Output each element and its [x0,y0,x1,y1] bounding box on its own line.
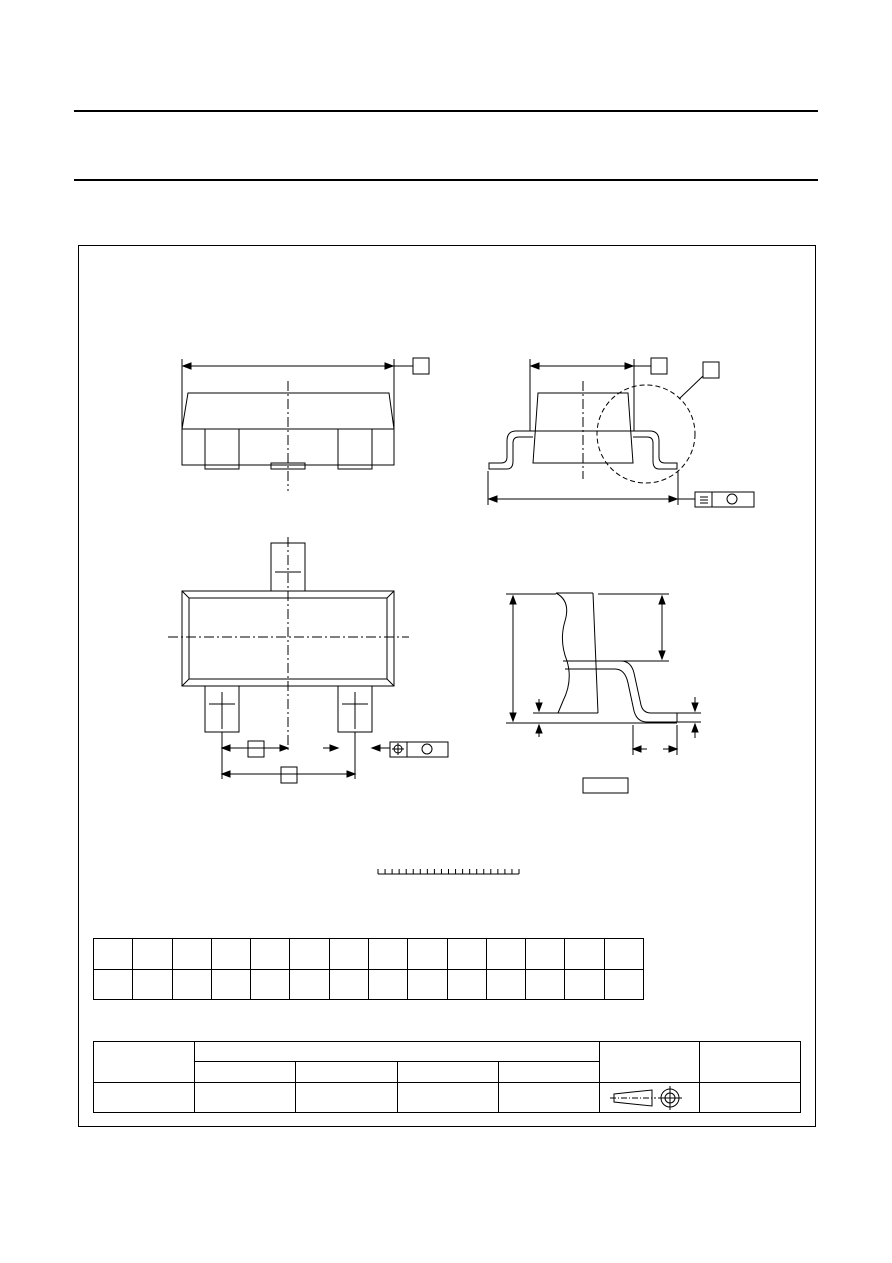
header-rule-top [74,110,818,112]
dimension-cell [290,969,329,1000]
side-view [182,358,429,491]
dimension-row [94,969,644,1000]
dimension-cell [133,969,172,1000]
jeita-value [397,1082,499,1112]
dimension-cell [329,939,368,970]
jedec-value [296,1082,398,1112]
dimension-cell [604,939,643,970]
dimension-cell [172,939,211,970]
scale-bar [378,869,519,874]
datum-box-pitch [248,741,264,757]
datum-box-overall-pitch [281,767,297,783]
reference-jeita-cell [397,1062,499,1082]
outline-version-cell [94,1042,195,1083]
dimension-cell [329,969,368,1000]
dimension-cell [211,939,250,970]
package-outline-frame [78,245,816,1127]
end-view [488,358,754,507]
outline-version-value [94,1082,195,1112]
projection-value [599,1082,700,1112]
dimension-cell [211,969,250,1000]
dimension-cell [447,939,486,970]
dimension-cell [94,939,133,970]
outline-version-table [93,1041,801,1113]
datum-box-a [413,358,429,374]
datum-box-detail [703,362,719,378]
projection-cell [599,1042,700,1083]
detail-label-box [583,778,628,793]
reference-jedec-cell [296,1062,398,1082]
dimension-cell [133,939,172,970]
dimension-cell [251,939,290,970]
references-group-cell [194,1042,599,1062]
iec-value [194,1082,296,1112]
dimension-cell [172,969,211,1000]
dimension-cell [94,969,133,1000]
reference-extra-cell [499,1062,600,1082]
dimension-cell [565,969,604,1000]
datum-box-b [651,358,667,374]
dimension-cell [565,939,604,970]
dimension-cell [447,969,486,1000]
issue-date-value [700,1082,801,1112]
dimension-cell [486,969,525,1000]
dimension-table [93,938,644,1000]
dimension-cell [368,939,407,970]
reference-iec-cell [194,1062,296,1082]
third-angle-projection-icon [610,1085,690,1111]
extra-value [499,1082,600,1112]
dimension-cell [368,969,407,1000]
dimension-cell [526,969,565,1000]
dimension-cell [290,939,329,970]
header-rule-bottom [74,179,818,181]
issue-date-cell [700,1042,801,1083]
dimension-cell [486,939,525,970]
dimension-cell [526,939,565,970]
lead-detail [506,593,701,793]
dimension-cell [251,969,290,1000]
dimension-cell [604,969,643,1000]
dimension-row [94,939,644,970]
top-view [168,537,448,783]
dimension-cell [408,939,447,970]
dimension-cell [408,969,447,1000]
